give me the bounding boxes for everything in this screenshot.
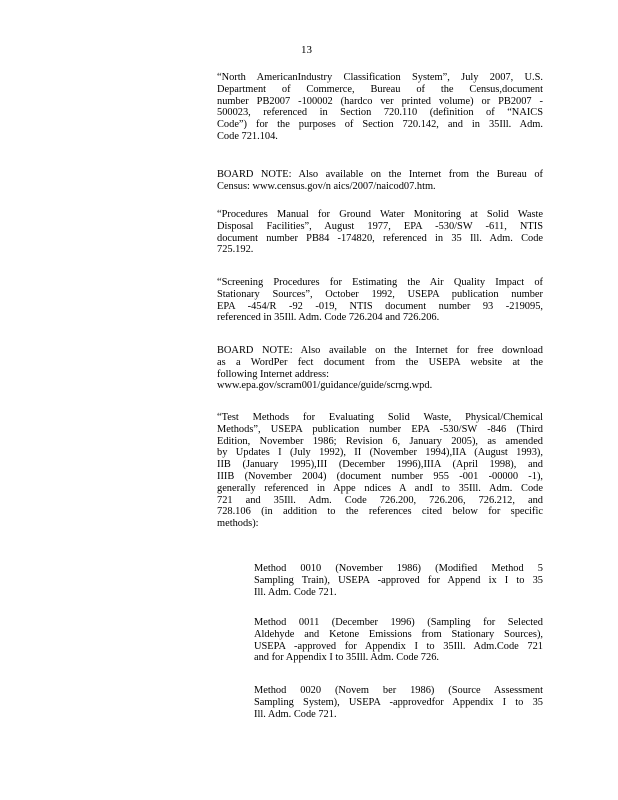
ground-water-manual-paragraph [217, 209, 543, 256]
text-line: “North AmericanIndustry Classification System”, July 2007, U.S. [217, 72, 543, 83]
method-0010-paragraph [254, 563, 543, 598]
text-line: “Screening Procedures for Estimating the Air Quality Impact of [217, 277, 543, 288]
text-line: BOARD NOTE: Also available on the Internet from the Bureau of [217, 169, 543, 180]
text-line: Sampling System), USEPA -approvedfor Appendix I to 35 [254, 696, 543, 708]
text-line: Disposal Facilities”, August 1977, EPA -530/SW -611, NTIS [217, 220, 543, 232]
text-line: following Internet address: [217, 368, 329, 380]
text-line: Code 721.104. [217, 130, 278, 142]
text-line: USEPA -approved for Appendix I to 35Ill. Adm.Code 721 [254, 640, 543, 652]
text-line: document number PB84 -174820, referenced in 35 Ill. Adm. Code [217, 232, 543, 244]
text-line: Edition, November 1986; Revision 6, January 2005), as amended [217, 435, 543, 447]
text-line: Method 0010 (November 1986) (Modified Method 5 [254, 563, 543, 574]
screening-procedures-paragraph [217, 277, 543, 324]
text-line: “Procedures Manual for Ground Water Monitoring at Solid Waste [217, 209, 543, 220]
text-line: Aldehyde and Ketone Emissions from Stationary Sources), [254, 628, 543, 640]
text-line: Method 0011 (December 1996) (Sampling for Selected [254, 617, 543, 628]
text-line: BOARD NOTE: Also available on the Internet for free download [217, 345, 543, 356]
text-line: 725.192. [217, 244, 254, 256]
text-line: Census: www.census.gov/n aics/2007/naicod07.htm. [217, 180, 436, 192]
text-line: IIB (January 1995),III (December 1996),IIIA (April 1998), and [217, 459, 543, 471]
text-line: methods): [217, 518, 259, 530]
text-line: 721 and 35Ill. Adm. Code 726.200, 726.206, 726.212, and [217, 494, 543, 506]
text-line: Ill. Adm. Code 721. [254, 586, 337, 598]
text-line: www.epa.gov/scram001/guidance/guide/scrng.wpd. [217, 380, 433, 392]
text-line: 500023, referenced in Section 720.110 (definition of “NAICS [217, 107, 543, 119]
method-0011-paragraph [254, 617, 543, 664]
test-methods-paragraph [217, 412, 543, 530]
page-number: 13 [301, 44, 312, 56]
text-line: Method 0020 (Novem ber 1986) (Source Assessment [254, 685, 543, 696]
board-note-epa-website [217, 345, 543, 392]
text-line: number PB2007 -100002 (hardco ver printed volume) or PB2007 - [217, 95, 543, 107]
text-line: Code”) for the purposes of Section 720.142, and in 35Ill. Adm. [217, 119, 543, 131]
text-line: Sampling Train), USEPA -approved for Append ix I to 35 [254, 574, 543, 586]
text-line: Department of Commerce, Bureau of the Census,document [217, 83, 543, 95]
text-line: Ill. Adm. Code 721. [254, 708, 337, 720]
method-0020-paragraph [254, 685, 543, 720]
text-line: referenced in 35Ill. Adm. Code 726.204 and 726.206. [217, 312, 440, 324]
text-line: IIIB (November 2004) (document number 955 -001 -00000 -1), [217, 470, 543, 482]
text-line: Methods”, USEPA publication number EPA -530/SW -846 (Third [217, 423, 543, 435]
text-line: generally referenced in Appe ndices A andI to 35Ill. Adm. Code [217, 482, 543, 494]
text-line: 728.106 (in addition to the references cited below for specific [217, 506, 543, 518]
text-line: and for Appendix I to 35Ill. Adm. Code 726. [254, 652, 439, 664]
text-line: Stationary Sources”, October 1992, USEPA publication number [217, 288, 543, 300]
naics-reference-paragraph [217, 72, 543, 143]
text-line: EPA -454/R -92 -019, NTIS document number 93 -219095, [217, 300, 543, 312]
text-line: “Test Methods for Evaluating Solid Waste, Physical/Chemical [217, 412, 543, 423]
text-line: by Updates I (July 1992), II (November 1994),IIA (August 1993), [217, 447, 543, 459]
board-note-census [217, 169, 543, 193]
text-line: as a WordPer fect document from the USEPA website at the [217, 356, 543, 368]
